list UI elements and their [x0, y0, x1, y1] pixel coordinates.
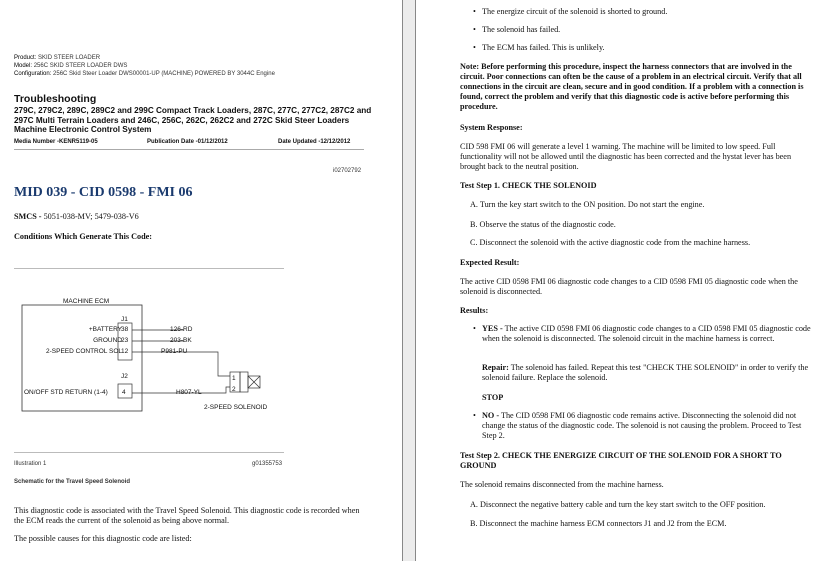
- row-wire: P981-PU: [161, 348, 188, 355]
- illustration-caption: Schematic for the Travel Speed Solenoid: [14, 479, 131, 485]
- right-page: [416, 0, 822, 561]
- result-no: • NO - The CID 0598 FMI 06 diagnostic code remains active. Disconnecting the solenoid did not change the status of the diagnostic code. The solenoid is not causing the problem. Proceed to Test Step 2.: [482, 411, 816, 441]
- row-pin: 12: [121, 348, 129, 355]
- solenoid-label: 2-SPEED SOLENOID: [204, 404, 268, 411]
- list-item: • The solenoid has failed.: [482, 25, 560, 35]
- doc-id: i02702792: [333, 168, 362, 174]
- step1-item: B. Observe the status of the diagnostic code.: [470, 220, 616, 229]
- solenoid-pin-1: 1: [232, 375, 236, 382]
- product-line: Product: SKID STEER LOADER: [14, 55, 101, 61]
- paragraph: The possible causes for this diagnostic code are listed:: [14, 534, 192, 543]
- row-label: 2-SPEED CONTROL SOL: [46, 348, 122, 355]
- ecm-title: MACHINE ECM: [63, 298, 110, 305]
- diagram-top-rule: [14, 268, 284, 269]
- j2-row-label: ON/OFF STD RETURN (1-4): [24, 389, 108, 396]
- j2-row-wire: H807-YL: [176, 389, 202, 396]
- results-heading: Results:: [460, 306, 489, 315]
- schematic-diagram: [14, 290, 294, 420]
- step2-intro: The solenoid remains disconnected from the machine harness.: [460, 480, 664, 489]
- wire-p981: [132, 352, 230, 376]
- system-response-heading: System Response:: [460, 123, 523, 132]
- illustration-id: g01355753: [252, 461, 283, 467]
- step2-item: B. Disconnect the machine harness ECM connectors J1 and J2 from the ECM.: [470, 519, 727, 528]
- step1-item: A. Turn the key start switch to the ON position. Do not start the engine.: [470, 200, 705, 209]
- publication-date: Publication Date -01/12/2012: [147, 139, 228, 145]
- row-label: +BATTERY: [88, 326, 122, 333]
- step1-heading: Test Step 1. CHECK THE SOLENOID: [460, 181, 597, 190]
- repair-text: Repair: The solenoid has failed. Repeat this test "CHECK THE SOLENOID" in order to verify the solenoid failure. Replace the solenoid.: [482, 363, 809, 382]
- stop-label: STOP: [482, 393, 504, 402]
- j2-row-pin: 4: [122, 389, 126, 396]
- list-item: • The energize circuit of the solenoid is shorted to ground.: [482, 7, 667, 17]
- solenoid-pin-2: 2: [232, 386, 236, 393]
- solenoid-body: [240, 372, 248, 392]
- step2-heading: Test Step 2. CHECK THE ENERGIZE CIRCUIT OF THE SOLENOID FOR A SHORT TO GROUND: [460, 451, 782, 470]
- result-yes: • YES - The active CID 0598 FMI 06 diagnostic code changes to a CID 0598 FMI 05 diagnostic code when the solenoid is disconnected. The solenoid circuit in the machine harness is correct.: [482, 324, 816, 344]
- divider: [14, 149, 364, 150]
- expected-result-text: The active CID 0598 FMI 06 diagnostic code changes to a CID 0598 FMI 05 diagnostic code when the solenoid is disconnected.: [460, 277, 798, 296]
- configuration-line: Configuration: 256C Skid Steer Loader DWS00001-UP (MACHINE) POWERED BY 3044C Engine: [14, 71, 275, 77]
- diagram-bottom-rule: [14, 452, 284, 453]
- step1-item: C. Disconnect the solenoid with the active diagnostic code from the machine harness.: [470, 238, 751, 247]
- conditions-heading: Conditions Which Generate This Code:: [14, 232, 152, 241]
- doc-title: Troubleshooting: [14, 93, 97, 105]
- paragraph: This diagnostic code is associated with the Travel Speed Solenoid. This diagnostic code is recorded when the ECM reads the current of the solenoid as being above normal.: [14, 506, 360, 525]
- media-number: Media Number -KENR5119-05: [14, 139, 98, 145]
- note-paragraph: Note: Before performing this procedure, inspect the harness connectors that are involved in the circuit. Poor connections can often be the cause of a problem in an electrical circuit. Verify that all connections in the circuit are clean, secure and in good condition. If a problem with a connection is found, correct the problem and verify that this diagnostic code is active before performing this procedure.: [460, 62, 804, 111]
- left-page: [0, 0, 402, 561]
- system-response-text: CID 598 FMI 06 will generate a level 1 warning. The machine will be limited to low speed. Full functionality will not be allowed until the diagnostic has been corrected and the hystat lever has been brought back to the neutral position.: [460, 142, 792, 171]
- expected-result-heading: Expected Result:: [460, 258, 520, 267]
- date-updated: Date Updated -12/12/2012: [278, 139, 351, 145]
- illustration-label: Illustration 1: [14, 461, 47, 467]
- row-label: GROUND: [93, 337, 122, 344]
- doc-subtitle: 279C, 279C2, 289C, 289C2 and 299C Compact Track Loaders, 287C, 277C, 277C2, 287C2 and 297C Multi Terrain Loaders and 246C, 256C, 262C, 262C2 and 272C Skid Steer Loaders Machine Electronic Control System: [14, 106, 372, 134]
- page-heading: MID 039 - CID 0598 - FMI 06: [14, 185, 193, 200]
- j1-label: J1: [121, 316, 128, 323]
- row-pin: 23: [121, 337, 129, 344]
- page-gutter: [402, 0, 416, 561]
- row-wire: 203-BK: [170, 337, 192, 344]
- model-line: Model: 256C SKID STEER LOADER DWS: [14, 63, 128, 69]
- smcs-line: SMCS - 5051-038-MV; 5479-038-V6: [14, 212, 139, 221]
- j2-label: J2: [121, 373, 128, 380]
- list-item: • The ECM has failed. This is unlikely.: [482, 43, 605, 53]
- step2-item: A. Disconnect the negative battery cable and turn the key start switch to the OFF position.: [470, 500, 766, 509]
- row-wire: 126-RD: [170, 326, 193, 333]
- row-pin: 38: [121, 326, 129, 333]
